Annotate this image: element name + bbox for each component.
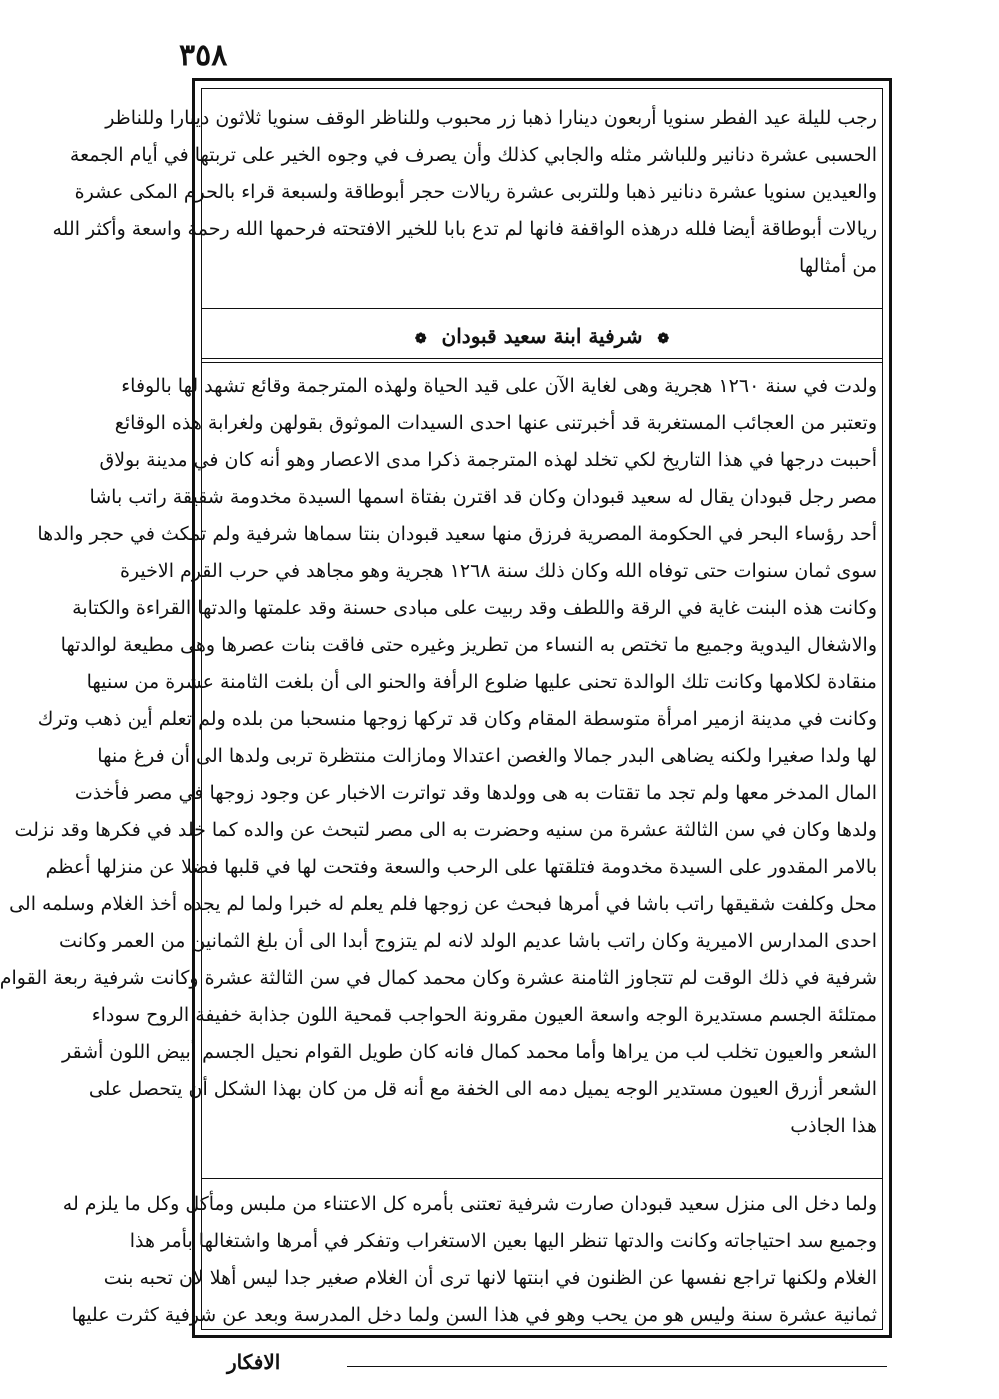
text-line: الشعر والعيون تخلب لب من يراها وأما محمد كمال فانه كان طويل القوام نحيل الجسم أبيض اللون أشقر <box>61 1041 877 1063</box>
intro-paragraph <box>52 100 877 285</box>
text-line: احدى المدارس الاميرية وكان راتب باشا عديم الولد لانه لم يتزوج أبدا الى أن بلغ الثمانين من العمر وكانت <box>59 930 877 952</box>
text-line: والاشغال اليدوية وجميع ما تختص به النساء من تطريز وغيره حتى فاقت بنات عصرها وهى مطيعة لوالدتها <box>60 634 877 656</box>
ornament-icon: ❁ <box>657 331 670 347</box>
text-line: وجميع سد احتياجاته وكانت والدتها تنظر اليها بعين الاستغراب وتفكر في أمرها واشتغالها بأمر هذا <box>129 1230 877 1252</box>
text-line: ريالات أبوطاقة أيضا فلله درهذه الواقفة فانها لم تدع بابا للخير الافتحته فرحمها الله رحمة واسعة وأكثر الله <box>52 218 877 240</box>
text-line: ولدها وكان في سن الثالثة عشرة من سنيه وحضرت به الى مصر لتبحث عن والده كما خلد في فكرها وقد نزلت <box>14 819 877 841</box>
text-line: ثمانية عشرة سنة وليس هو من يحب وهو في هذا السن ولما دخل المدرسة وبعد عن شرفية كثرت عليها <box>71 1304 877 1326</box>
text-line: والعيدين سنويا عشرة دنانير ذهبا وللتربى عشرة ريالات حجر أبوطاقة ولسبعة قراء بالحرم المكى عشرة <box>74 181 877 203</box>
text-line: بالامر المقدور على السيدة مخدومة فتلقتها على الرحب والسعة وفتحت لها في قلبها فضلا عن منزلها أعظم <box>45 856 877 878</box>
text-line: الغلام ولكنها تراجع نفسها عن الظنون في ابنتها لانها ترى أن الغلام صغير جدا ليس أهلا لان تحبه بنت <box>103 1267 877 1289</box>
text-line: المال المدخر معها ولم تجد ما تقتات به هى وولدها وقد تواترت الاخبار عن وجود زوجها في مصر فأخذت <box>74 782 877 804</box>
text-line: هذا الجاذب <box>790 1115 877 1137</box>
text-line: لها ولدا صغيرا ولكنه يضاهى البدر جمالا والغصن اعتدالا ومازالت منتظرة تربى ولدها الى أن فرغ منها <box>97 745 877 767</box>
footer-rule <box>347 1366 887 1367</box>
paragraph-divider <box>201 1178 883 1179</box>
text-line: سوى ثمان سنوات حتى توفاه الله وكان ذلك سنة ١٢٦٨ هجرية وهو مجاهد في حرب القرم الاخيرة <box>119 560 877 582</box>
text-line: الحسبى عشرة دنانير وللباشر مثله والجابي كذلك وأن يصرف في وجوه الخير على تربتها في أيام الجمعة <box>69 144 877 166</box>
section-title: شرفية ابنة سعيد قبودان <box>441 324 643 348</box>
text-line: أحببت درجها في هذا التاريخ لكي تخلد لهذه المترجمة ذكرا مدى الاعصار وهو أنه كان في مدينة بولاق <box>99 449 877 471</box>
section-rule-bottom <box>201 358 883 363</box>
text-line: الشعر أزرق العيون مستدير الوجه يميل دمه الى الخفة مع أنه قل من كان بهذا الشكل أن يتحصل على <box>88 1078 877 1100</box>
final-paragraph <box>62 1186 877 1334</box>
main-paragraph <box>0 368 877 1145</box>
text-line: أحد رؤساء البحر في الحكومة المصرية فرزق منها سعيد قبودان بنتا سماها شرفية ولم تمكث في حجر والدها <box>37 523 877 545</box>
text-line: ولدت في سنة ١٢٦٠ هجرية وهى لغاية الآن على قيد الحياة ولهذه المترجمة وقائع تشهد لها بالوفاء <box>121 375 877 397</box>
text-line: شرفية في ذلك الوقت لم تتجاوز الثامنة عشرة وكان محمد كمال في سن الثالثة عشرة وكانت شرفية ربعة القوام <box>0 967 877 989</box>
text-line: رجب لليلة عيد الفطر سنويا أربعون دينارا ذهبا زر محبوب وللناظر الوقف سنويا ثلاثون دينارا وللناظر <box>105 107 877 129</box>
text-line: وتعتبر من العجائب المستغربة قد أخبرتنى عنها احدى السيدات الموثوق بقولهن ولغرابة هذه الوقائع <box>114 412 877 434</box>
page-number: ٣٥٨ <box>179 38 228 73</box>
text-line: من أمثالها <box>799 255 877 277</box>
text-line: وكانت هذه البنت غاية في الرقة واللطف وقد ربيت على مبادى حسنة وقد علمتها والدتها القراءة والكتابة <box>72 597 877 619</box>
footer-title: الافكار <box>227 1350 281 1374</box>
section-heading <box>201 316 883 356</box>
section-rule-top <box>201 308 883 309</box>
text-line: منقادة لكلامها وكانت تلك الوالدة تحنى عليها ضلوع الرأفة والحنو الى أن بلغت الثامنة عشرة من سنيها <box>86 671 877 693</box>
text-line: ولما دخل الى منزل سعيد قبودان صارت شرفية تعتنى بأمره كل الاعتناء من ملبس ومأكل وكل ما يلزم له <box>62 1193 877 1215</box>
ornament-icon: ❁ <box>414 331 427 347</box>
text-line: مصر رجل قبودان يقال له سعيد قبودان وكان قد اقترن بفتاة اسمها السيدة مخدومة شقيقة راتب باشا <box>89 486 877 508</box>
text-line: وكانت في مدينة ازمير امرأة متوسطة المقام وكان قد تركها زوجها منسحبا من بلده ولم تعلم أين ذهب وترك <box>37 708 877 730</box>
text-line: محل وكلفت شقيقها راتب باشا في أمرها فبحث عن زوجها فلم يعلم له خبرا ولما لم يجده أخذ الغلام وسلمه الى <box>9 893 877 915</box>
text-line: ممتلئة الجسم مستديرة الوجه واسعة العيون مقرونة الحواجب قمحية اللون جذابة خفيفة الروح سوداء <box>91 1004 877 1026</box>
